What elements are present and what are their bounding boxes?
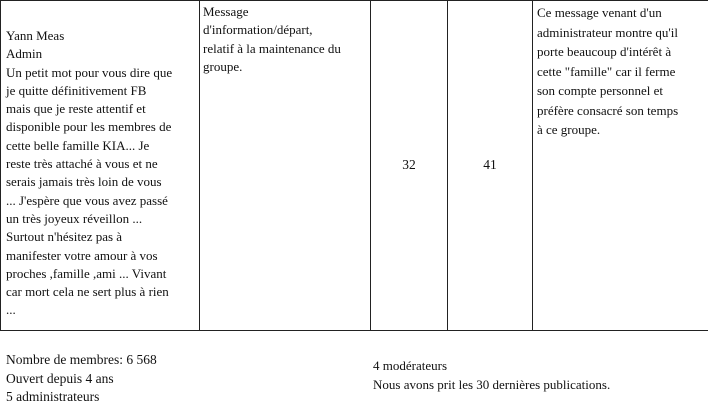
post-line: reste très attaché à vous et ne: [6, 156, 158, 172]
comment-line: à ce groupe.: [537, 122, 601, 137]
post-line: car mort cela ne sert plus à rien: [6, 284, 169, 300]
post-line: Un petit mot pour vous dire que: [6, 64, 173, 80]
post-line: Surtout n'hésitez pas à: [6, 229, 123, 245]
type-line: Message: [203, 4, 249, 19]
comment-line: Ce message venant d'un: [537, 5, 662, 20]
post-line: cette belle famille KIA... Je: [6, 137, 150, 153]
table-row: [1, 1, 708, 331]
publications-note: Nous avons prit les 30 dernières publications.: [373, 377, 611, 392]
type-line: d'information/départ,: [203, 22, 313, 38]
post-line: ... J'espère que vous avez passé: [6, 192, 168, 208]
post-line: serais jamais très loin de vous: [6, 174, 162, 190]
post-line: Yann Meas: [6, 28, 65, 43]
post-line: mais que je reste attentif et: [6, 101, 146, 117]
count-b-value: 41: [483, 157, 497, 173]
comment-line: administrateur montre qu'il: [537, 24, 678, 40]
comment-line: porte beaucoup d'intérêt à: [537, 44, 672, 59]
post-line: manifester votre amour à vos: [6, 247, 158, 263]
message-type-cell: [200, 1, 371, 331]
post-content-cell: [1, 1, 200, 331]
post-line: proches ,famille ,ami ... Vivant: [6, 265, 167, 281]
group-stats-right: [373, 356, 610, 394]
comment-line: cette "famille" car il ferme: [537, 63, 676, 79]
count-a-value: 32: [402, 157, 416, 173]
group-stats-left: [6, 351, 157, 407]
comment-line: son compte personnel et: [537, 83, 663, 98]
moderators-count: 4 modérateurs: [373, 358, 448, 373]
count-cell-a: [371, 1, 448, 331]
post-line: disponible pour les membres de: [6, 119, 172, 135]
post-line: je quitte définitivement FB: [6, 82, 147, 98]
type-line: groupe.: [203, 58, 243, 74]
admins-count: 5 administrateurs: [6, 389, 100, 405]
post-line: un très joyeux réveillon ...: [6, 210, 143, 226]
opened-duration: Ouvert depuis 4 ans: [6, 370, 114, 386]
comment-line: préfère consacré son temps: [537, 102, 679, 118]
members-count: Nombre de membres: 6 568: [6, 352, 157, 367]
count-cell-b: [448, 1, 533, 331]
post-line: Admin: [6, 46, 43, 62]
post-line: ...: [6, 302, 16, 318]
comment-cell: [533, 1, 708, 331]
type-line: relatif à la maintenance du: [203, 40, 341, 56]
